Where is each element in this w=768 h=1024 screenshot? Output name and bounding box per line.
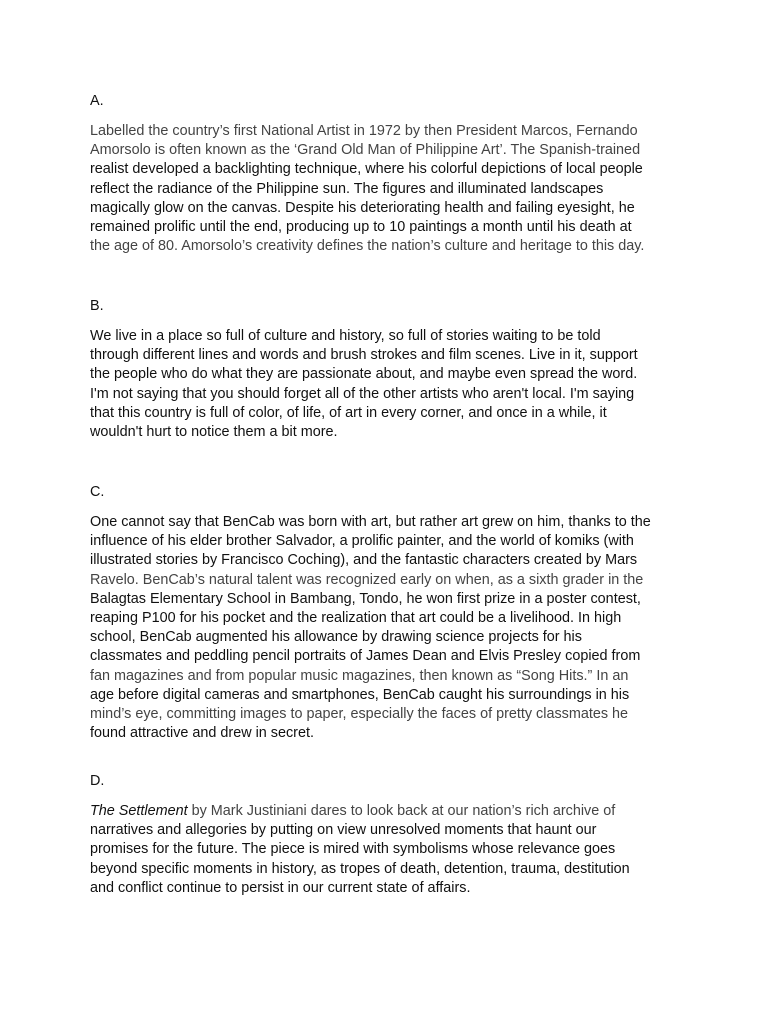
paragraph-line: narratives and allegories by putting on view unresolved moments that haunt our: [90, 822, 597, 839]
paragraph-line-rest: by Mark Justiniani dares to look back at our nation’s rich archive of: [187, 803, 616, 819]
paragraph-line: through different lines and words and brush strokes and film scenes. Live in it, support: [90, 347, 638, 364]
section-paragraph: [90, 802, 690, 898]
paragraph-line: the people who do what they are passionate about, and maybe even spread the word.: [90, 366, 638, 383]
paragraph-line: mind’s eye, committing images to paper, especially the faces of pretty classmates he: [90, 706, 629, 723]
paragraph-line: the age of 80. Amorsolo’s creativity defines the nation’s culture and heritage to this day.: [90, 238, 645, 255]
paragraph-line: found attractive and drew in secret.: [90, 725, 314, 742]
paragraph-line: that this country is full of color, of life, of art in every corner, and once in a while, it: [90, 404, 607, 421]
paragraph-line: wouldn't hurt to notice them a bit more.: [90, 424, 338, 441]
paragraph-line: school, BenCab augmented his allowance by drawing science projects for his: [90, 629, 582, 646]
paragraph-line: Labelled the country’s first National Artist in 1972 by then President Marcos, Fernando: [90, 123, 638, 139]
artwork-title: The Settlement: [90, 803, 188, 819]
section-heading: C.: [90, 484, 105, 500]
paragraph-line: I'm not saying that you should forget all of the other artists who aren't local. I'm saying: [90, 385, 635, 402]
paragraph-line: reflect the radiance of the Philippine sun. The figures and illuminated landscapes: [90, 180, 604, 197]
section-paragraph: [90, 513, 690, 743]
section-paragraph: [90, 327, 690, 442]
paragraph-line: We live in a place so full of culture and history, so full of stories waiting to be told: [90, 328, 601, 344]
paragraph-line: classmates and peddling pencil portraits of James Dean and Elvis Presley copied from: [90, 648, 641, 665]
paragraph-line: illustrated stories by Francisco Coching), and the fantastic characters created by Mars: [90, 552, 638, 569]
section-c: [90, 483, 690, 743]
paragraph-line: [90, 802, 690, 821]
paragraph-line: remained prolific until the end, producing up to 10 paintings a month until his death at: [90, 219, 632, 236]
paragraph-line: beyond specific moments in history, as tropes of death, detention, trauma, destitution: [90, 860, 630, 877]
section-paragraph: [90, 122, 690, 256]
paragraph-line: influence of his elder brother Salvador, a prolific painter, and the world of komiks (with: [90, 533, 634, 550]
section-heading: B.: [90, 298, 104, 314]
section-a: [90, 92, 690, 256]
paragraph-line: Balagtas Elementary School in Bambang, Tondo, he won first prize in a poster contest,: [90, 590, 641, 607]
paragraph-line: fan magazines and from popular music magazines, then known as “Song Hits.” In an: [90, 667, 629, 684]
section-heading: D.: [90, 773, 105, 789]
section-b: [90, 297, 690, 442]
section-d: [90, 772, 690, 898]
paragraph-line: realist developed a backlighting technique, where his colorful depictions of local people: [90, 161, 643, 178]
paragraph-line: magically glow on the canvas. Despite his deteriorating health and failing eyesight, he: [90, 199, 635, 216]
paragraph-line: One cannot say that BenCab was born with art, but rather art grew on him, thanks to the: [90, 514, 651, 530]
section-heading: A.: [90, 93, 104, 109]
paragraph-line: Ravelo. BenCab’s natural talent was recognized early on when, as a sixth grader in the: [90, 571, 644, 588]
paragraph-line: and conflict continue to persist in our current state of affairs.: [90, 879, 471, 896]
paragraph-line: age before digital cameras and smartphones, BenCab caught his surroundings in his: [90, 686, 630, 703]
paragraph-line: Amorsolo is often known as the ‘Grand Old Man of Philippine Art’. The Spanish-trained: [90, 142, 641, 159]
paragraph-line: promises for the future. The piece is mired with symbolisms whose relevance goes: [90, 841, 616, 858]
paragraph-line: reaping P100 for his pocket and the realization that art could be a livelihood. In high: [90, 610, 622, 627]
